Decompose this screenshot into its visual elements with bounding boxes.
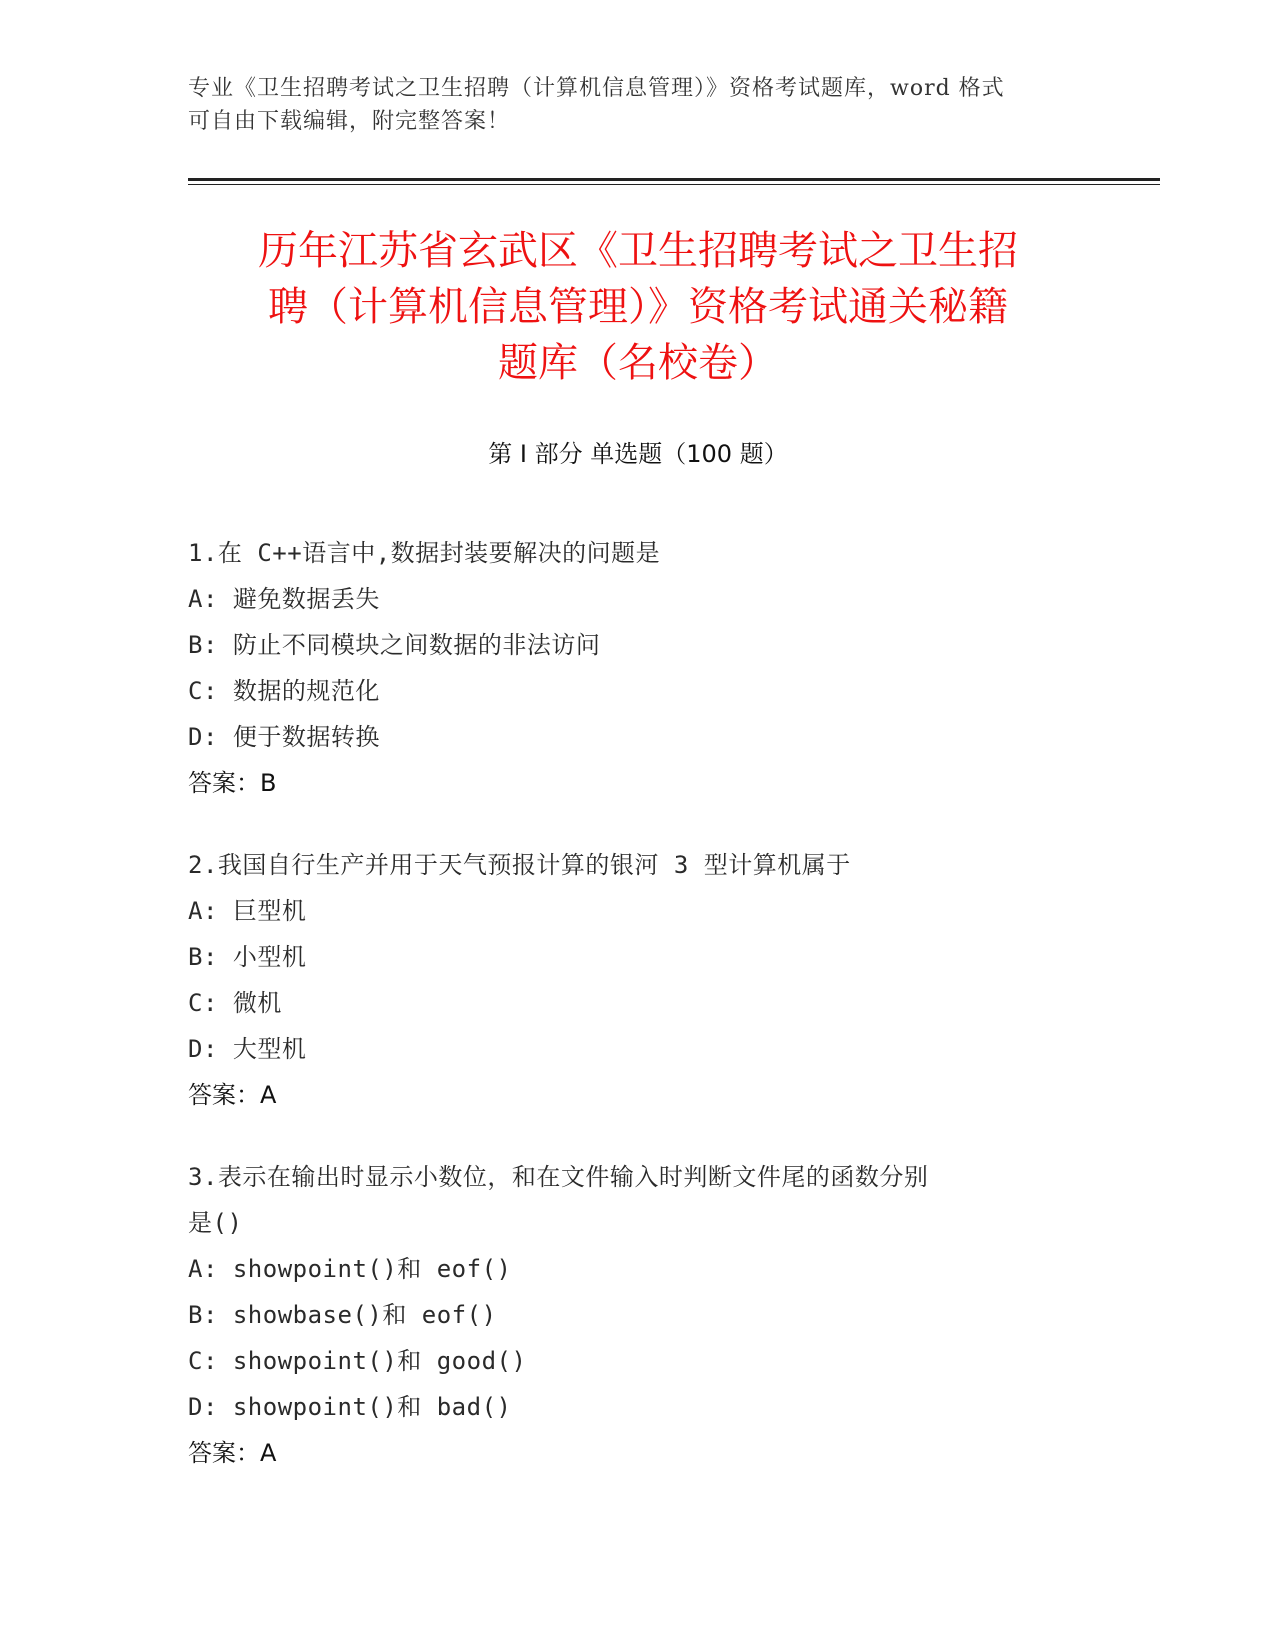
answer: 答案：A (188, 1081, 277, 1109)
answer: 答案：A (188, 1439, 277, 1467)
answer: 答案：B (188, 769, 277, 797)
question-stem: 3.表示在输出时显示小数位，和在文件输入时判断文件尾的函数分别 (188, 1163, 929, 1191)
header-rule-thick (188, 178, 1160, 181)
question-list (188, 530, 1088, 1512)
option-d: D: 大型机 (188, 1035, 307, 1063)
document-title (188, 223, 1088, 391)
title-line-2: 聘（计算机信息管理）》资格考试通关秘籍 (268, 284, 1008, 330)
header-note-line-1: 专业《卫生招聘考试之卫生招聘（计算机信息管理）》资格考试题库，word 格式 (188, 76, 1005, 101)
section-heading: 第 I 部分 单选题（100 题） (488, 440, 788, 468)
title-line-1: 历年江苏省玄武区《卫生招聘考试之卫生招 (258, 228, 1018, 274)
option-c: C: 微机 (188, 989, 282, 1017)
question-3 (188, 1154, 1088, 1476)
option-d: D: 便于数据转换 (188, 723, 380, 751)
header-note-line-2: 可自由下载编辑，附完整答案！ (188, 109, 511, 134)
option-c: C: showpoint()和 good() (188, 1347, 527, 1375)
question-stem: 2.我国自行生产并用于天气预报计算的银河 3 型计算机属于 (188, 851, 851, 879)
option-a: A: 避免数据丢失 (188, 585, 380, 613)
option-d: D: showpoint()和 bad() (188, 1393, 512, 1421)
option-a: A: showpoint()和 eof() (188, 1255, 512, 1283)
header-rule-thin (188, 184, 1160, 185)
question-1 (188, 530, 1088, 806)
option-a: A: 巨型机 (188, 897, 307, 925)
option-b: B: showbase()和 eof() (188, 1301, 497, 1329)
question-2 (188, 842, 1088, 1118)
option-c: C: 数据的规范化 (188, 677, 380, 705)
question-stem: 1.在 C++语言中,数据封装要解决的问题是 (188, 539, 661, 567)
option-b: B: 小型机 (188, 943, 307, 971)
title-line-3: 题库（名校卷） (498, 340, 778, 386)
question-stem-continued: 是() (188, 1209, 243, 1237)
option-b: B: 防止不同模块之间数据的非法访问 (188, 631, 601, 659)
header-note (188, 72, 1088, 138)
